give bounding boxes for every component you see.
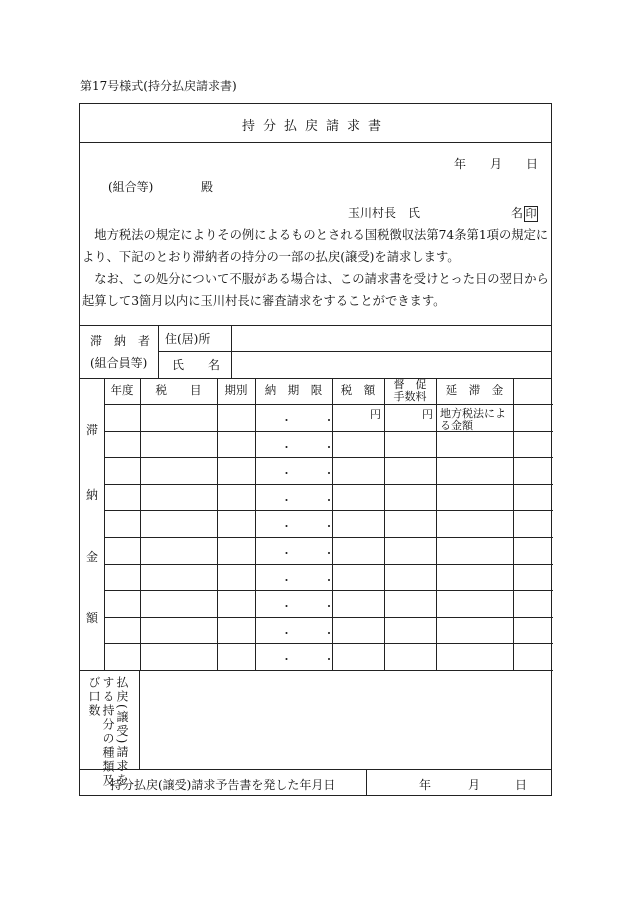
delinquency-table [104,378,553,670]
addressee-label: (組合等) [108,180,154,194]
issuer-name: 玉川村長 氏 [348,206,421,220]
header-period: 期別 [224,383,248,397]
divider [158,351,551,352]
header-fee: 督 促 手数料 [393,378,427,404]
header-late-fee: 延 滞 金 [445,383,504,397]
date-month: 月 [490,157,503,171]
side-label-2: 納 [86,488,99,502]
due-date-placeholder: ・ ・ [281,653,349,667]
table-row-line [104,431,553,432]
divider [80,142,551,143]
divider [80,325,551,326]
divider [80,769,551,770]
due-date-placeholder: ・ ・ [281,547,349,560]
table-row-line [104,510,553,511]
header-tax-item: 税 目 [155,383,202,397]
due-date-placeholder: ・ ・ [281,520,349,534]
request-form [79,103,552,796]
due-date-placeholder: ・ ・ [281,626,349,640]
divider [255,378,256,670]
delinquent-label: 滞 納 者 [90,334,151,348]
unit-fee: 円 [422,408,433,421]
unit-tax: 円 [370,408,381,421]
divider [104,378,105,670]
notice-year: 年 [419,778,432,792]
due-date-placeholder: ・ ・ [281,440,349,454]
divider [384,378,385,670]
late-fee-note: 地方税法による金額 [440,407,506,432]
divider [513,378,514,670]
table-row-line [104,617,553,618]
due-date-placeholder: ・ ・ [281,414,349,427]
due-date-placeholder: ・ ・ [281,573,349,587]
table-row-line [104,404,553,405]
issuer-seal [511,206,538,222]
addressee-suffix: 殿 [201,180,214,194]
table-row-line [104,484,553,485]
divider [140,378,141,670]
notice-label: 持分払戻(譲受)請求予告書を発した年月日 [110,778,336,792]
header-due-date: 納 期 限 [264,383,323,397]
paragraph-2: なお、この処分について不服がある場合は、この請求書を受けとった日の翌日から起算して3箇月以内に玉川村長に審査請求をすることができます。 [82,272,549,308]
table-row-line [104,590,553,591]
issuer-name-suffix: 名 [511,206,524,220]
address-label: 住(居)所 [165,332,211,346]
name-label: 氏 名 [172,358,221,372]
notice-month: 月 [468,778,481,792]
paragraph-1: 地方税法の規定によりその例によるものとされる国税徴収法第74条第1項の規定により、下記のとおり滞納者の持分の一部の払戻(譲受)を請求します。 [82,228,549,264]
side-label-1: 滞 [86,423,99,437]
table-row-line [104,564,553,565]
header-tax-amount: 税 額 [340,383,376,397]
divider [139,670,140,769]
due-date-placeholder: ・ ・ [281,600,349,614]
date-year: 年 [454,157,467,171]
divider [80,670,551,671]
document-title: 持分払戻請求書 [241,119,389,134]
side-label-4: 額 [86,611,99,625]
divider [366,769,367,795]
notice-day: 日 [515,778,528,792]
seal-stamp: 印 [525,207,537,220]
delinquent-sublabel: (組合員等) [90,356,148,370]
due-date-placeholder: ・ ・ [281,493,349,507]
table-row-line [104,457,553,458]
kind-label: 払戻(譲受)請求をする持分の種類及び口数 [87,676,129,788]
form-number: 第17号様式(持分払戻請求書) [80,79,237,93]
divider [217,378,218,670]
header-year: 年度 [110,383,134,397]
date-day: 日 [526,157,539,171]
due-date-placeholder: ・ ・ [281,467,349,481]
table-row-line [104,537,553,538]
table-row-line [104,643,553,644]
divider [436,378,437,670]
side-label-3: 金 [86,550,99,564]
